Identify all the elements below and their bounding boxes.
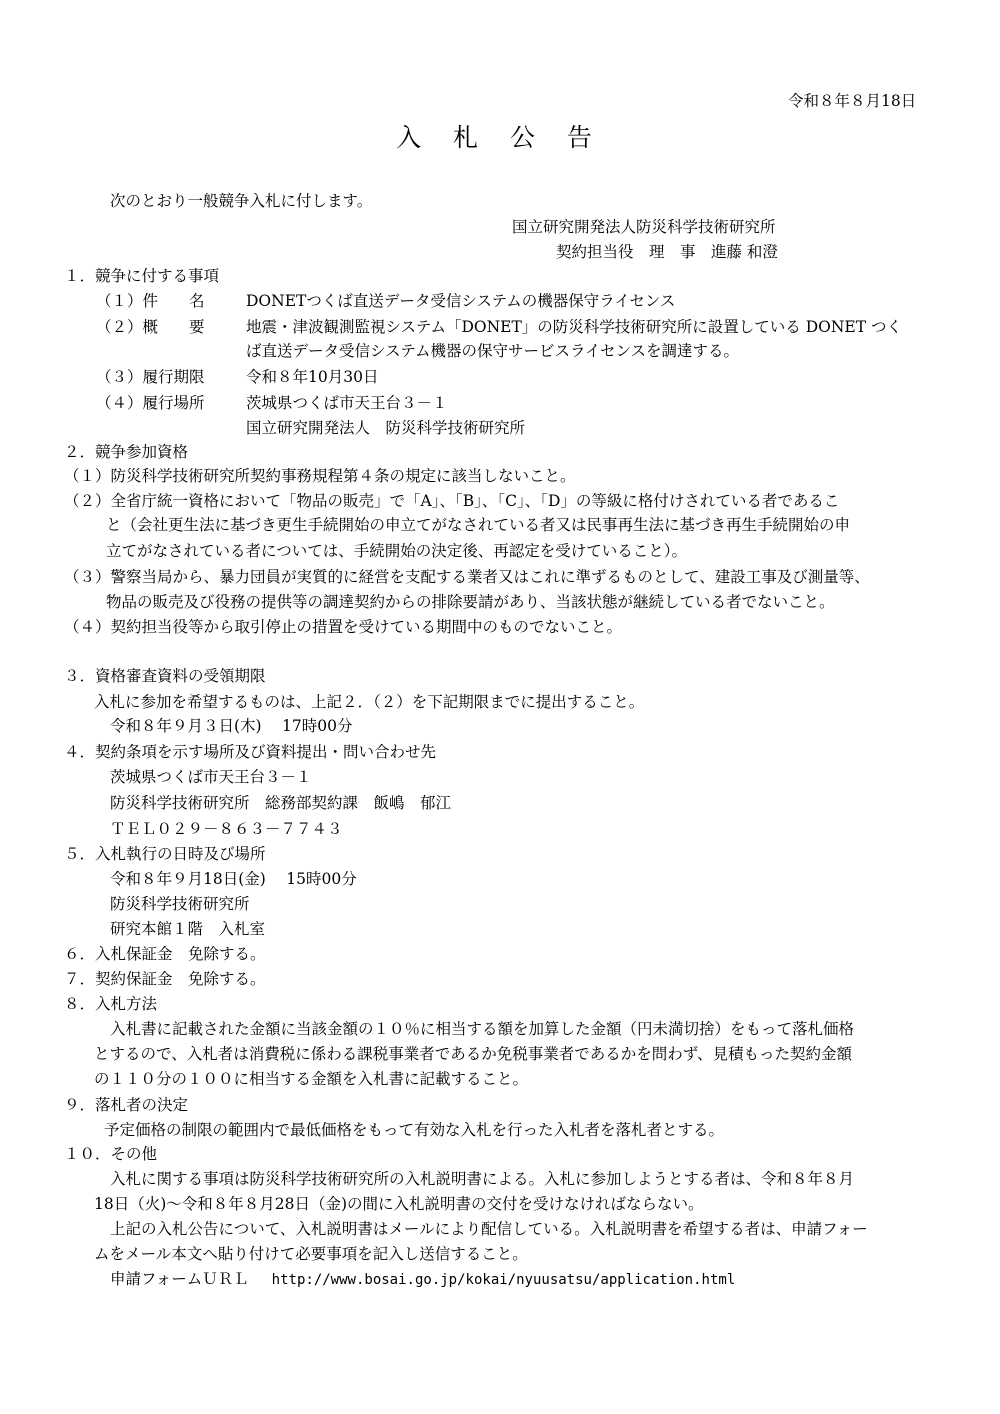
section-8-heading: ８．入札方法 bbox=[64, 995, 158, 1013]
other-line-4: ムをメール本文へ貼り付けて必要事項を記入し送信すること。 bbox=[94, 1245, 528, 1263]
item-place-value-1: 茨城県つくば市天王台３－１ bbox=[246, 394, 448, 412]
bid-date: 令和８年９月18日(金) 15時00分 bbox=[110, 870, 357, 888]
issuer-org: 国立研究開発法人防災科学技術研究所 bbox=[512, 218, 776, 236]
section-3-date: 令和８年９月３日(木) 17時00分 bbox=[110, 717, 353, 735]
contact-department: 防災科学技術研究所 総務部契約課 飯嶋 郁江 bbox=[110, 794, 452, 812]
qualification-4: （４）契約担当役等から取引停止の措置を受けている期間中のものでないこと。 bbox=[64, 618, 623, 636]
other-line-3: 上記の入札公告について、入札説明書はメールにより配信している。入札説明書を希望する者は、申請フォー bbox=[110, 1220, 868, 1238]
section-3-heading: ３．資格審査資料の受領期限 bbox=[64, 667, 266, 685]
other-line-1: 入札に関する事項は防災科学技術研究所の入札説明書による。入札に参加しようとする者は、令和８年８月 bbox=[110, 1170, 855, 1188]
bid-method-line-3: の１１０分の１００に相当する金額を入札書に記載すること。 bbox=[94, 1070, 529, 1088]
application-form-url[interactable]: http://www.bosai.go.jp/kokai/nyuusatsu/application.html bbox=[271, 1272, 736, 1288]
award-text: 予定価格の制限の範囲内で最低価格をもって有効な入札を行った入札者を落札者とする。 bbox=[104, 1121, 725, 1139]
item-summary-value-2: ば直送データ受信システム機器の保守サービスライセンスを調達する。 bbox=[246, 342, 740, 360]
qualification-3-line-1: （３）警察当局から、暴力団員が実質的に経営を支配する業者又はこれに準ずるものとして、建設工事及び測量等、 bbox=[64, 568, 870, 586]
section-10-heading: １０．その他 bbox=[64, 1145, 158, 1163]
item-summary-label: （２）概 要 bbox=[96, 318, 205, 336]
other-line-2: 18日（火)～令和８年８月28日（金)の間に入札説明書の交付を受けなければならない。 bbox=[94, 1195, 704, 1213]
item-summary-value-1: 地震・津波観測監視システム「DONET」の防災科学技術研究所に設置している DONET つく bbox=[246, 318, 903, 336]
qualification-1: （１）防災科学技術研究所契約事務規程第４条の規定に該当しないこと。 bbox=[64, 467, 576, 485]
bid-method-line-2: とするので、入札者は消費税に係わる課税事業者であるか免税事業者であるかを問わず、見積もった契約金額 bbox=[94, 1045, 852, 1063]
section-5-heading: ５．入札執行の日時及び場所 bbox=[64, 845, 266, 863]
qualification-2-line-1: （２）全省庁統一資格において「物品の販売」で「A」、「B」、「C」、「D」の等級に格付けされている者であるこ bbox=[64, 492, 840, 510]
item-deadline-label: （３）履行期限 bbox=[96, 368, 205, 386]
section-7-heading: ７．契約保証金 免除する。 bbox=[64, 970, 266, 988]
issuer-officer: 契約担当役 理 事 進藤 和澄 bbox=[556, 243, 778, 261]
item-name-value: DONETつくば直送データ受信システムの機器保守ライセンス bbox=[246, 292, 676, 310]
notice-date: 令和８年８月18日 bbox=[788, 92, 917, 110]
application-form-label: 申請フォームＵＲＬ bbox=[110, 1270, 249, 1288]
qualification-3-line-2: 物品の販売及び役務の提供等の調達契約からの排除要請があり、当該状態が継続している者でないこと。 bbox=[106, 593, 835, 611]
page-title: 入 札 公 告 bbox=[396, 123, 604, 152]
application-form-row bbox=[110, 1268, 735, 1291]
section-2-heading: ２．競争参加資格 bbox=[64, 443, 189, 461]
section-3-text: 入札に参加を希望するものは、上記２．（２）を下記期限までに提出すること。 bbox=[94, 693, 645, 711]
section-9-heading: ９．落札者の決定 bbox=[64, 1096, 189, 1114]
contact-address: 茨城県つくば市天王台３－１ bbox=[110, 768, 312, 786]
contact-tel: ＴＥＬ０２９－８６３－７７４３ bbox=[110, 820, 343, 838]
section-6-heading: ６．入札保証金 免除する。 bbox=[64, 945, 266, 963]
bid-method-line-1: 入札書に記載された金額に当該金額の１０％に相当する額を加算した金額（円未満切捨）をもって落札価格 bbox=[110, 1020, 855, 1038]
bid-place-2: 研究本館１階 入札室 bbox=[110, 920, 266, 938]
item-deadline-value: 令和８年10月30日 bbox=[246, 368, 379, 386]
bid-place-1: 防災科学技術研究所 bbox=[110, 895, 250, 913]
section-1-heading: １．競争に付する事項 bbox=[64, 267, 220, 285]
qualification-2-line-2: と（会社更生法に基づき更生手続開始の申立てがなされている者又は民事再生法に基づき再生手続開始の申 bbox=[106, 516, 851, 534]
item-place-label: （４）履行場所 bbox=[96, 394, 205, 412]
item-name-label: （１）件 名 bbox=[96, 292, 205, 310]
item-place-value-2: 国立研究開発法人 防災科学技術研究所 bbox=[246, 419, 526, 437]
section-4-heading: ４．契約条項を示す場所及び資料提出・問い合わせ先 bbox=[64, 743, 437, 761]
intro-text: 次のとおり一般競争入札に付します。 bbox=[110, 192, 373, 210]
qualification-2-line-3: 立てがなされている者については、手続開始の決定後、再認定を受けていること）。 bbox=[106, 542, 687, 560]
